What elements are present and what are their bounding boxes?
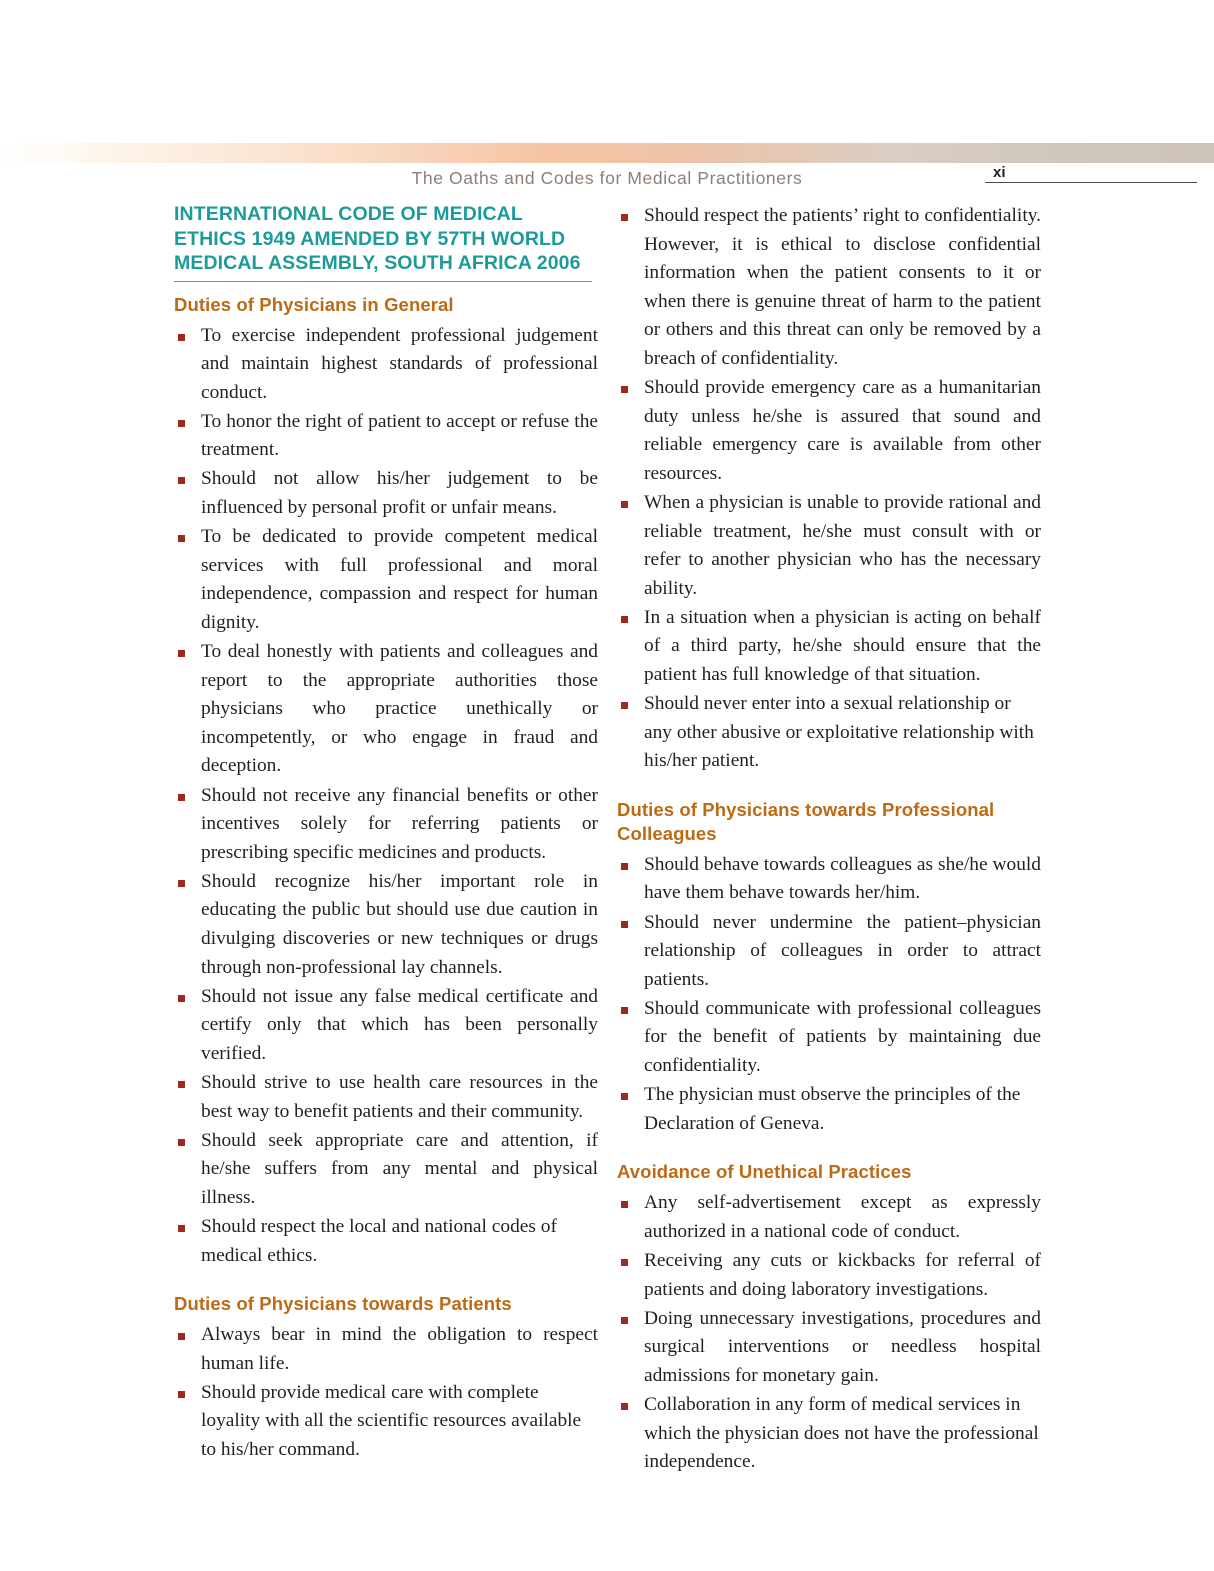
list-item: Always bear in mind the obligation to respect human life. bbox=[174, 1321, 598, 1378]
list-item: Should provide emergency care as a humanitarian duty unless he/she is assured that sound and reliable emergency care is available from other resources. bbox=[617, 374, 1041, 488]
list-item: Should never undermine the patient–physician relationship of colleagues in order to attract patients. bbox=[617, 909, 1041, 995]
list-item: To be dedicated to provide competent medical services with full professional and moral independence, compassion and respect for human dignity. bbox=[174, 523, 598, 637]
section-heading: Duties of Physicians in General bbox=[174, 293, 454, 315]
list-item: Receiving any cuts or kickbacks for referral of patients and doing laboratory investigations. bbox=[617, 1247, 1041, 1304]
document-title: INTERNATIONAL CODE OF MEDICAL ETHICS 1949 AMENDED BY 57TH WORLD MEDICAL ASSEMBLY, SOUTH AFRICA 2006 bbox=[174, 203, 581, 274]
folio-rule bbox=[985, 182, 1197, 183]
list-item: Should respect the local and national codes of medical ethics. bbox=[174, 1213, 598, 1270]
list-item: To deal honestly with patients and colleagues and report to the appropriate authorities those physicians who practice unethically or incompetently, or who engage in fraud and deception. bbox=[174, 638, 598, 781]
list-item: Should behave towards colleagues as she/he would have them behave towards her/him. bbox=[617, 851, 1041, 908]
list-item: Should recognize his/her important role in educating the public but should use due caution in divulging discoveries or new techniques or drugs through non-professional lay channels. bbox=[174, 868, 598, 982]
list-item: Should not allow his/her judgement to be influenced by personal profit or unfair means. bbox=[174, 465, 598, 522]
folio-block bbox=[985, 164, 1197, 183]
list-item: The physician must observe the principles of the Declaration of Geneva. bbox=[617, 1081, 1041, 1138]
list-item: Should respect the patients’ right to confidentiality. However, it is ethical to disclose confidential information when the patient consents to it or when there is genuine threat of harm to the patient or others and this threat can only be removed by a breach of confidentiality. bbox=[617, 202, 1041, 374]
list-item: Should not issue any false medical certificate and certify only that which has been personally verified. bbox=[174, 983, 598, 1069]
list-item: Should provide medical care with complete loyality with all the scientific resources available to his/her command. bbox=[174, 1379, 598, 1465]
bullet-list bbox=[617, 1189, 1041, 1476]
document-title-rule bbox=[174, 281, 592, 282]
section-heading: Avoidance of Unethical Practices bbox=[617, 1161, 912, 1183]
bullet-list bbox=[174, 322, 598, 1271]
list-item: Any self-advertisement except as expressly authorized in a national code of conduct. bbox=[617, 1189, 1041, 1246]
running-head-title: The Oaths and Codes for Medical Practitioners bbox=[411, 168, 803, 188]
section-heading: Duties of Physicians towards Patients bbox=[174, 1293, 512, 1315]
list-item: Should communicate with professional colleagues for the benefit of patients by maintaining due confidentiality. bbox=[617, 995, 1041, 1081]
left-column bbox=[174, 202, 598, 1465]
section-avoidance-unethical bbox=[617, 1160, 1041, 1476]
page-number: xi bbox=[993, 164, 1006, 181]
list-item: Should strive to use health care resources in the best way to benefit patients and their community. bbox=[174, 1069, 598, 1126]
list-item: When a physician is unable to provide rational and reliable treatment, he/she must consult with or refer to another physician who has the necessary ability. bbox=[617, 489, 1041, 603]
right-column bbox=[617, 202, 1041, 1477]
bullet-list bbox=[617, 851, 1041, 1138]
decorative-header-banner bbox=[0, 143, 1214, 163]
bullet-list bbox=[174, 1321, 598, 1464]
list-item: Should never enter into a sexual relationship or any other abusive or exploitative relationship with his/her patient. bbox=[617, 690, 1041, 776]
list-item: Doing unnecessary investigations, procedures and surgical interventions or needless hospital admissions for monetary gain. bbox=[617, 1305, 1041, 1391]
section-duties-colleagues bbox=[617, 798, 1041, 1138]
list-item: Collaboration in any form of medical services in which the physician does not have the professional independence. bbox=[617, 1391, 1041, 1477]
list-item: In a situation when a physician is acting on behalf of a third party, he/she should ensure that the patient has full knowledge of that situation. bbox=[617, 604, 1041, 690]
section-duties-patients bbox=[174, 1292, 598, 1464]
list-item: To exercise independent professional judgement and maintain highest standards of professional conduct. bbox=[174, 322, 598, 408]
list-item: To honor the right of patient to accept or refuse the treatment. bbox=[174, 408, 598, 465]
section-heading: Duties of Physicians towards Professional Colleagues bbox=[617, 798, 995, 844]
list-item: Should seek appropriate care and attention, if he/she suffers from any mental and physical illness. bbox=[174, 1127, 598, 1213]
bullet-list-continued bbox=[617, 202, 1041, 776]
section-duties-general bbox=[174, 293, 598, 1271]
list-item: Should not receive any financial benefits or other incentives solely for referring patients or prescribing specific medicines and products. bbox=[174, 782, 598, 868]
